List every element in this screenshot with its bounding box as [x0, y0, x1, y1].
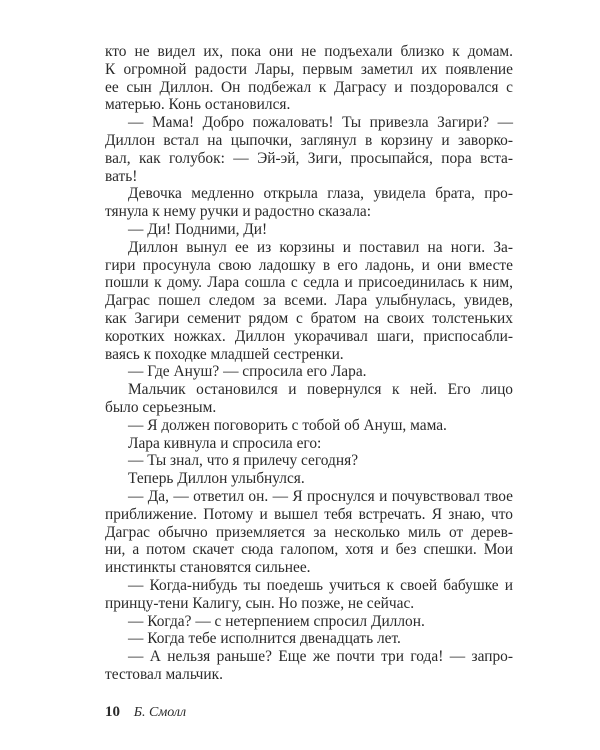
text-line: пошли к дому. Лара сошла с седла и присоединилась к ним,	[105, 274, 513, 292]
text-line: Даграс пошел следом за всеми. Лара улыбнулась, увидев,	[105, 292, 513, 310]
text-line: вать!	[105, 167, 138, 185]
text-line: принцу-тени Калигу, сын. Но позже, не сейчас.	[105, 594, 415, 612]
page-number: 10	[105, 704, 120, 720]
text-line: — Ты знал, что я прилечу сегодня?	[128, 452, 359, 470]
text-line: Теперь Диллон улыбнулся.	[128, 470, 305, 488]
text-line: ваясь к походке младшей сестренки.	[105, 345, 344, 363]
text-line: ее сын Диллон. Он подбежал к Даграсу и поздоровался с	[105, 78, 513, 96]
text-line: матерью. Конь остановился.	[105, 96, 291, 114]
text-line: гири просунула свою ладошку в его ладонь, и они вместе	[105, 256, 513, 274]
text-line: — Когда тебе исполнится двенадцать лет.	[128, 630, 401, 648]
text-line: — Ди! Подними, Ди!	[128, 220, 268, 238]
text-line: — Да, — ответил он. — Я проснулся и почувствовал твое	[128, 487, 513, 505]
text-line: тестовал мальчик.	[105, 665, 223, 683]
page-footer	[105, 704, 186, 721]
text-line: тянула к нему ручки и радостно сказала:	[105, 203, 371, 221]
text-line: как Загири семенит рядом с братом на своих толстеньких	[105, 309, 513, 327]
text-line: Диллон встал на цыпочки, заглянул в корзину и заворко-	[105, 131, 513, 149]
text-line: К огромной радости Лары, первым заметил их появление	[105, 60, 513, 78]
text-line: — Я должен поговорить с тобой об Ануш, мама.	[128, 416, 447, 434]
text-line: Даграс обычно приземляется за несколько миль от дерев-	[105, 523, 513, 541]
page-body-text	[105, 43, 513, 684]
text-line: было серьезным.	[105, 398, 217, 416]
text-line: коротких ножках. Диллон укорачивал шаги, приспосабли-	[105, 327, 513, 345]
text-line: ни, а потом скачет сюда галопом, хотя и без спешки. Мои	[105, 541, 513, 559]
text-line: Мальчик остановился и повернулся к ней. Его лицо	[128, 381, 513, 399]
text-line: — А нельзя раньше? Еще же почти три года! — запро-	[128, 648, 513, 666]
text-line: — Мама! Добро пожаловать! Ты привезла Загири? —	[128, 114, 513, 132]
running-author: Б. Смолл	[133, 705, 187, 720]
text-line: Лара кивнула и спросила его:	[128, 434, 322, 452]
text-line: кто не видел их, пока они не подъехали близко к домам.	[105, 43, 513, 60]
text-line: приближение. Потому и вышел тебя встречать. Я знаю, что	[105, 505, 513, 523]
text-line: Диллон вынул ее из корзины и поставил на ноги. За-	[128, 238, 513, 256]
text-line: — Где Ануш? — спросила его Лара.	[128, 363, 367, 381]
text-line: — Когда? — с нетерпением спросил Диллон.	[128, 612, 425, 630]
text-line: инстинкты становятся сильнее.	[105, 559, 311, 577]
text-line: Девочка медленно открыла глаза, увидела брата, про-	[128, 185, 513, 203]
text-line: — Когда-нибудь ты поедешь учиться к своей бабушке и	[128, 576, 513, 594]
text-line: вал, как голубок: — Эй-эй, Зиги, просыпайся, пора вста-	[105, 149, 513, 167]
